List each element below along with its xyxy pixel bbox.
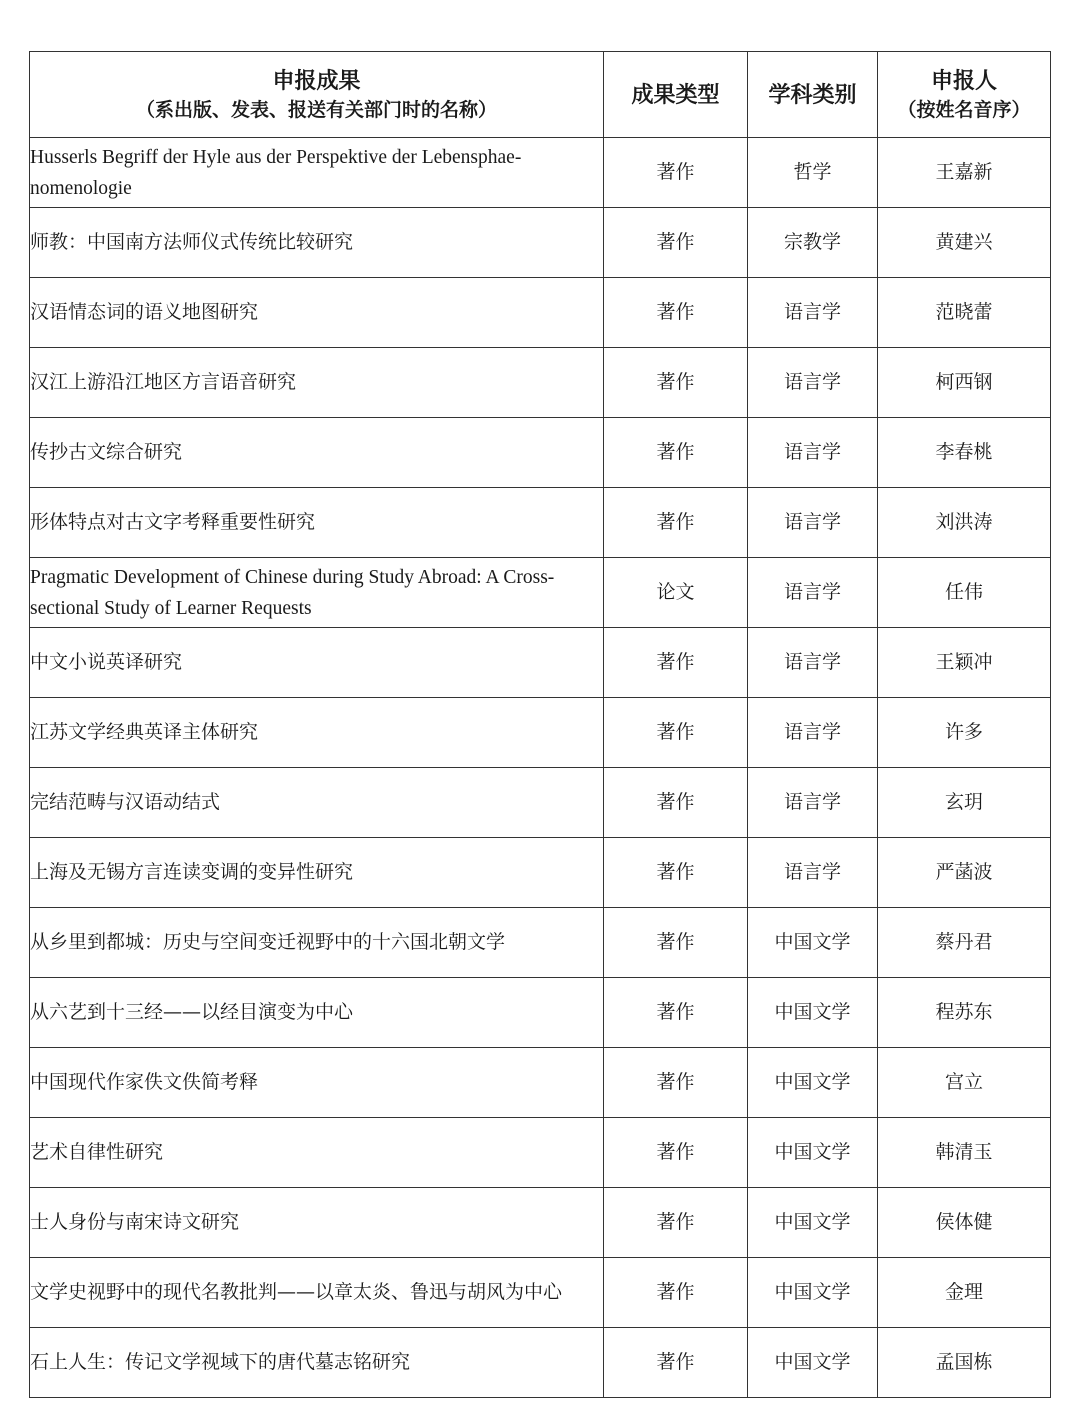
header-person-column: [878, 52, 1051, 138]
header-subject-column: 学科类别: [748, 52, 878, 138]
row-type: 论文: [604, 558, 748, 628]
row-type: 著作: [604, 418, 748, 488]
row-title: 上海及无锡方言连读变调的变异性研究: [30, 838, 604, 908]
row-person: 许多: [878, 698, 1051, 768]
row-type: 著作: [604, 838, 748, 908]
row-subject: 语言学: [748, 348, 878, 418]
row-title: 中国现代作家佚文佚简考释: [30, 1048, 604, 1118]
row-subject: 中国文学: [748, 1048, 878, 1118]
row-type: 著作: [604, 698, 748, 768]
table-row: [30, 278, 1051, 348]
row-type: 著作: [604, 1258, 748, 1328]
row-person: 王嘉新: [878, 138, 1051, 208]
row-subject: 语言学: [748, 418, 878, 488]
table-row: [30, 488, 1051, 558]
table-row: [30, 838, 1051, 908]
row-subject: 宗教学: [748, 208, 878, 278]
table-row: [30, 1258, 1051, 1328]
row-person: 宫立: [878, 1048, 1051, 1118]
row-person: 黄建兴: [878, 208, 1051, 278]
row-type: 著作: [604, 348, 748, 418]
row-subject: 哲学: [748, 138, 878, 208]
table-header-row: [30, 52, 1051, 138]
row-type: 著作: [604, 628, 748, 698]
results-table: [29, 51, 1051, 1398]
row-subject: 中国文学: [748, 978, 878, 1048]
row-person: 玄玥: [878, 768, 1051, 838]
row-person: 李春桃: [878, 418, 1051, 488]
row-type: 著作: [604, 1048, 748, 1118]
row-person: 任伟: [878, 558, 1051, 628]
row-subject: 中国文学: [748, 1328, 878, 1398]
row-person: 柯西钢: [878, 348, 1051, 418]
header-title-column: [30, 52, 604, 138]
row-subject: 语言学: [748, 768, 878, 838]
row-title: 汉语情态词的语义地图研究: [30, 278, 604, 348]
row-title: 传抄古文综合研究: [30, 418, 604, 488]
table-row: [30, 558, 1051, 628]
row-title: 士人身份与南宋诗文研究: [30, 1188, 604, 1258]
table-row: [30, 628, 1051, 698]
row-type: 著作: [604, 138, 748, 208]
row-person: 蔡丹君: [878, 908, 1051, 978]
row-type: 著作: [604, 1188, 748, 1258]
row-title: 从乡里到都城：历史与空间变迁视野中的十六国北朝文学: [30, 908, 604, 978]
row-person: 韩清玉: [878, 1118, 1051, 1188]
table-row: [30, 1048, 1051, 1118]
row-title: 从六艺到十三经——以经目演变为中心: [30, 978, 604, 1048]
row-type: 著作: [604, 278, 748, 348]
row-type: 著作: [604, 1328, 748, 1398]
row-title: 形体特点对古文字考释重要性研究: [30, 488, 604, 558]
row-type: 著作: [604, 768, 748, 838]
row-title: 汉江上游沿江地区方言语音研究: [30, 348, 604, 418]
row-person: 范晓蕾: [878, 278, 1051, 348]
table-row: [30, 208, 1051, 278]
header-person-main: 申报人: [930, 67, 997, 94]
row-title: 江苏文学经典英译主体研究: [30, 698, 604, 768]
row-subject: 中国文学: [748, 1258, 878, 1328]
table-row: [30, 418, 1051, 488]
row-type: 著作: [604, 908, 748, 978]
table-row: [30, 908, 1051, 978]
row-subject: 中国文学: [748, 1118, 878, 1188]
table-row: [30, 1118, 1051, 1188]
row-title: 艺术自律性研究: [30, 1118, 604, 1188]
row-title: Husserls Begriff der Hyle aus der Perspektive der Lebensphae-nomenologie: [30, 138, 604, 208]
row-type: 著作: [604, 488, 748, 558]
table-row: [30, 1188, 1051, 1258]
row-subject: 语言学: [748, 558, 878, 628]
row-title: 石上人生：传记文学视域下的唐代墓志铭研究: [30, 1328, 604, 1398]
row-person: 金理: [878, 1258, 1051, 1328]
table-row: [30, 348, 1051, 418]
row-subject: 中国文学: [748, 1188, 878, 1258]
table-row: [30, 698, 1051, 768]
row-subject: 语言学: [748, 838, 878, 908]
table-row: [30, 768, 1051, 838]
header-title-main: 申报成果: [272, 67, 361, 94]
row-title: 文学史视野中的现代名教批判——以章太炎、鲁迅与胡风为中心: [30, 1258, 604, 1328]
table-row: [30, 1328, 1051, 1398]
table-row: [30, 138, 1051, 208]
row-person: 侯体健: [878, 1188, 1051, 1258]
header-person-sub: （按姓名音序）: [897, 98, 1031, 121]
row-title: Pragmatic Development of Chinese during Study Abroad: A Cross-sectional Study of Learner Requests: [30, 558, 604, 628]
row-subject: 语言学: [748, 488, 878, 558]
row-person: 孟国栋: [878, 1328, 1051, 1398]
row-title: 完结范畴与汉语动结式: [30, 768, 604, 838]
header-title-sub: （系出版、发表、报送有关部门时的名称）: [135, 98, 497, 121]
row-subject: 语言学: [748, 628, 878, 698]
table-row: [30, 978, 1051, 1048]
row-person: 严菡波: [878, 838, 1051, 908]
row-type: 著作: [604, 1118, 748, 1188]
row-type: 著作: [604, 978, 748, 1048]
row-subject: 语言学: [748, 698, 878, 768]
row-title: 中文小说英译研究: [30, 628, 604, 698]
row-person: 程苏东: [878, 978, 1051, 1048]
row-subject: 中国文学: [748, 908, 878, 978]
header-type-column: 成果类型: [604, 52, 748, 138]
row-subject: 语言学: [748, 278, 878, 348]
row-type: 著作: [604, 208, 748, 278]
row-title: 师教：中国南方法师仪式传统比较研究: [30, 208, 604, 278]
row-person: 刘洪涛: [878, 488, 1051, 558]
row-person: 王颖冲: [878, 628, 1051, 698]
